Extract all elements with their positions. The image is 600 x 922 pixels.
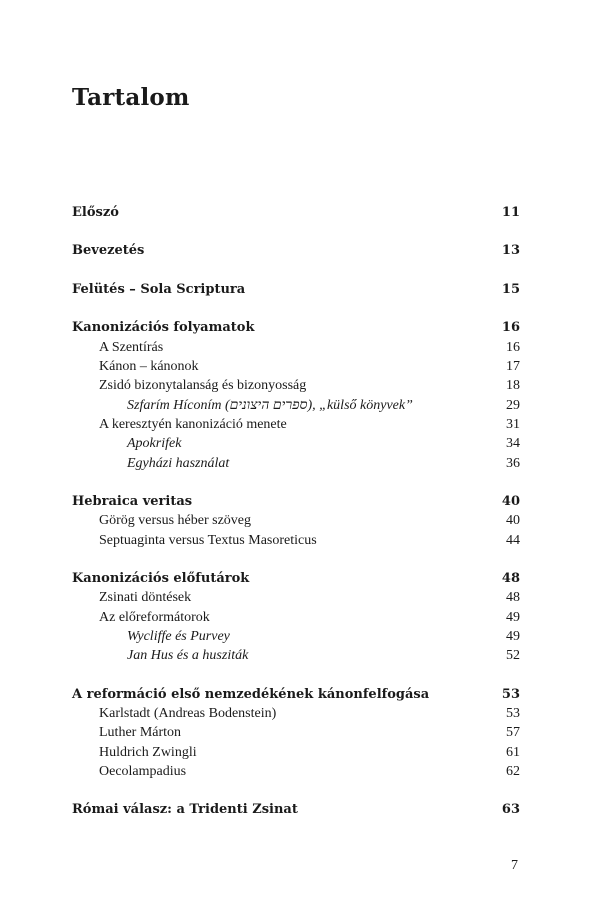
toc-section-entry [72,762,520,781]
toc-entry-label: Oecolampadius [99,763,187,779]
toc-section-entry [72,608,520,627]
toc-section-entry [72,723,520,742]
toc-entry-label: Luther Márton [99,725,182,741]
toc-subsection-entry [72,454,520,473]
toc-entry-page: 57 [506,725,520,741]
toc-chapter-entry [72,280,520,299]
toc-entry-page: 36 [506,455,520,471]
toc-entry-page: 16 [506,339,520,355]
toc-entry-label: Septuaginta versus Textus Masoreticus [99,532,317,548]
toc-entry-page: 17 [506,359,520,375]
toc-entry-label: Huldrich Zwingli [99,744,197,760]
toc-section-entry [72,357,520,376]
toc-subsection-entry [72,396,520,415]
section-gap [72,261,520,280]
section-gap [72,473,520,492]
toc-entry-label: Az előreformátorok [99,609,210,625]
toc-entry-label: Wycliffe és Purvey [127,628,230,644]
page-title: Tartalom [72,84,190,111]
toc-entry-page: 40 [501,494,520,510]
toc-section-entry [72,743,520,762]
toc-entry-page: 34 [506,436,520,452]
section-gap [72,550,520,569]
toc-entry-page: 49 [506,609,520,625]
toc-chapter-entry [72,492,520,511]
section-gap [72,781,520,800]
toc-entry-label: Zsinati döntések [99,590,192,606]
toc-entry-page: 61 [506,744,520,760]
toc-entry-label: Apokrifek [127,436,182,452]
section-gap [72,666,520,685]
toc-entry-page: 29 [506,397,520,413]
toc-chapter-entry [72,241,520,260]
toc-entry-label: Előszó [72,205,119,220]
toc-subsection-entry [72,646,520,665]
toc-entry-label: Római válasz: a Tridenti Zsinat [72,802,298,818]
toc-entry-label: Karlstadt (Andreas Bodenstein) [99,706,277,722]
toc-chapter-entry [72,800,520,819]
toc-entry-page: 18 [506,378,520,394]
toc-entry-page: 31 [506,416,520,432]
toc-entry-label: Bevezetés [72,243,145,259]
toc-entry-label: A reformáció első nemzedékének kánonfelfogása [72,686,430,702]
toc-entry-label: Jan Hus és a husziták [127,648,249,664]
toc-entry-page: 63 [501,802,520,818]
toc-section-entry [72,338,520,357]
toc-entry-label: A keresztyén kanonizáció menete [99,416,287,432]
table-of-contents [72,203,520,820]
toc-entry-page: 53 [501,686,520,702]
toc-entry-label: Kánon – kánonok [99,359,199,375]
toc-subsection-entry [72,434,520,453]
toc-entry-label: A Szentírás [99,339,164,355]
page-number: 7 [511,858,518,873]
toc-section-entry [72,415,520,434]
toc-entry-page: 48 [506,590,520,606]
toc-entry-page: 52 [506,648,520,664]
toc-entry-label: Szfarím Híconím (ספרים היצונים), „külső könyvek” [127,397,413,413]
toc-section-entry [72,704,520,723]
section-gap [72,222,520,241]
toc-section-entry [72,531,520,550]
toc-section-entry [72,376,520,395]
toc-entry-page: 15 [501,281,520,297]
toc-entry-page: 44 [506,532,520,548]
toc-entry-page: 62 [506,763,520,779]
toc-entry-label: Egyházi használat [127,455,230,471]
toc-chapter-entry [72,203,520,222]
toc-entry-page: 49 [506,628,520,644]
toc-entry-label: Görög versus héber szöveg [99,513,252,529]
toc-chapter-entry [72,685,520,704]
toc-entry-page: 13 [501,243,520,259]
toc-chapter-entry [72,569,520,588]
toc-entry-page: 40 [506,513,520,529]
toc-entry-label: Kanonizációs előfutárok [72,571,250,587]
toc-entry-label: Hebraica veritas [72,494,193,510]
toc-entry-page: 53 [506,706,520,722]
toc-entry-page: 11 [501,205,520,220]
section-gap [72,299,520,318]
toc-entry-label: Zsidó bizonytalanság és bizonyosság [99,378,307,394]
toc-subsection-entry [72,627,520,646]
toc-chapter-entry [72,318,520,337]
toc-entry-label: Felütés – Sola Scriptura [72,281,246,297]
toc-entry-label: Kanonizációs folyamatok [72,320,255,336]
toc-entry-page: 16 [501,320,520,336]
toc-entry-page: 48 [501,571,520,587]
toc-section-entry [72,588,520,607]
toc-section-entry [72,511,520,530]
